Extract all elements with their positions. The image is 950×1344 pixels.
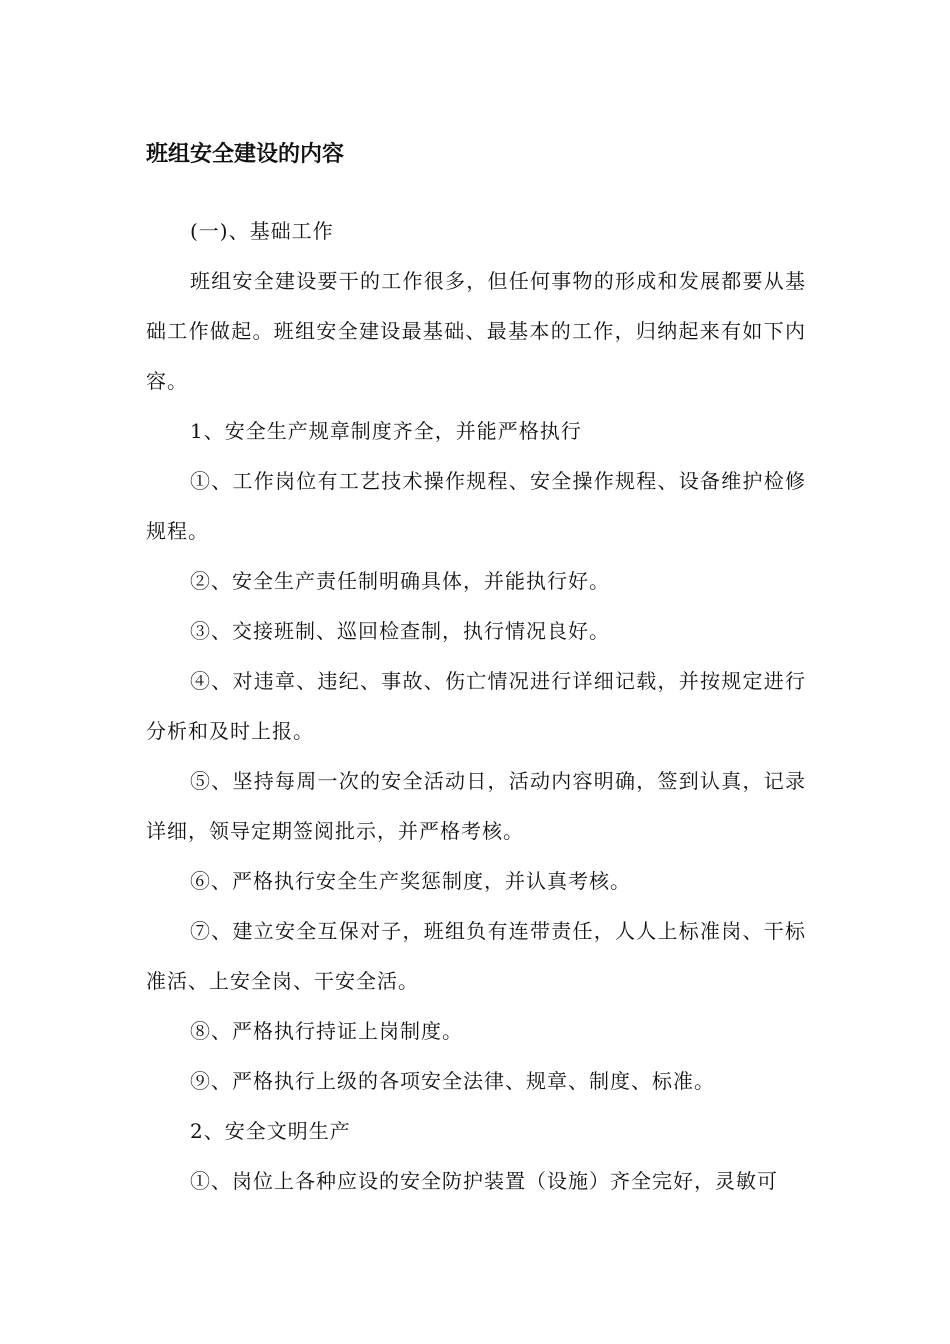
list-item-9: ⑨、严格执行上级的各项安全法律、规章、制度、标准。 <box>190 1069 715 1093</box>
section-heading-basic-work: (一)、基础工作 <box>190 219 334 243</box>
list-item-1-b: ①、岗位上各种应设的安全防护装置（设施）齐全完好，灵敏可 <box>190 1169 778 1193</box>
list-item-5: ⑤、坚持每周一次的安全活动日，活动内容明确，签到认真，记录详细，领导定期签阅批示，并严格考核。 <box>146 769 806 843</box>
list-item-4: ④、对违章、违纪、事故、伤亡情况进行详细记载，并按规定进行分析和及时上报。 <box>146 669 806 743</box>
document-body <box>146 206 806 1206</box>
list-item-2: ②、安全生产责任制明确具体，并能执行好。 <box>190 569 610 593</box>
document-title: 班组安全建设的内容 <box>146 142 345 167</box>
subsection-heading-rules: 1、安全生产规章制度齐全，并能严格执行 <box>190 419 582 443</box>
list-item-8: ⑧、严格执行持证上岗制度。 <box>190 1019 463 1043</box>
list-item-3: ③、交接班制、巡回检查制，执行情况良好。 <box>190 619 610 643</box>
subsection-heading-civilized-production: 2、安全文明生产 <box>190 1119 351 1143</box>
list-item-1: ①、工作岗位有工艺技术操作规程、安全操作规程、设备维护检修规程。 <box>146 469 806 543</box>
list-item-7: ⑦、建立安全互保对子，班组负有连带责任，人人上标准岗、干标准活、上安全岗、干安全活。 <box>146 919 806 993</box>
list-item-6: ⑥、严格执行安全生产奖惩制度，并认真考核。 <box>190 869 631 893</box>
intro-paragraph: 班组安全建设要干的工作很多，但任何事物的形成和发展都要从基础工作做起。班组安全建设最基础、最基本的工作，归纳起来有如下内容。 <box>146 269 806 393</box>
